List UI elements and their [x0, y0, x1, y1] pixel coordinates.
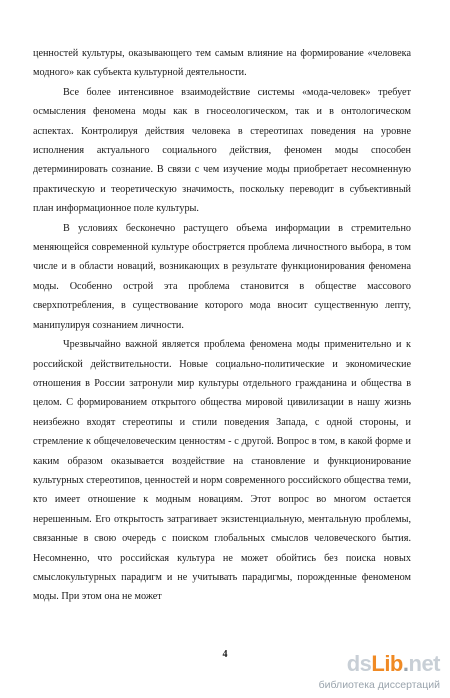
- dslib-logo[interactable]: [347, 650, 440, 678]
- paragraph-2: Все более интенсивное взаимодействие системы «мода-человек» требует осмысления феномена моды как в гносеологическом, так и в онтологическом аспектах. Контролируя действия человека в стереотипах поведения на уровне исполнения актуального социального действия, феномен моды способен детерминировать сознание. В связи с чем изучение моды приобретает несомненную практическую и теоретическую значимость, поскольку переводит в субъективный план информационное поле культуры.: [33, 86, 411, 215]
- logo-dot: .: [402, 651, 409, 676]
- logo-net: net: [408, 651, 440, 676]
- watermark-caption: библиотека диссертаций: [318, 679, 440, 691]
- logo-ds: ds: [346, 651, 372, 676]
- paragraph-4: Чрезвычайно важной является проблема феномена моды применительно и к российской действительности. Новые социально-политические и экономические отношения в России затронули мир культуры отдельного гражданина и общества в целом. С формированием открытого общества мировой цивилизации в нашу жизнь неизбежно входят стереотипы и стили поведения Запада, с одной стороны, и стремление к общечеловеческим ценностям - с другой. Вопрос в том, в какой форме и каким образом оказывается воздействие на становление и функционирование культурных стереотипов, ценностей и норм современного российского общества теми, кто имеет отношение к модным новациям. Этот вопрос во многом остается нерешенным. Его открытость затрагивает экзистенциальную, ментальную проблемы, связанные в свою очередь с поиском глобальных смыслов человеческого бытия. Несомненно, что российская культура не может обойтись без поиска новых смыслокультурных парадигм и не учитывать парадигмы, порожденные феноменом моды. При этом она не может: [33, 339, 411, 603]
- paragraph-1: ценностей культуры, оказывающего тем самым влияние на формирование «человека модного» как субъекта культурной деятельности.: [33, 48, 411, 79]
- dslib-watermark[interactable]: [290, 650, 440, 694]
- page-number: 4: [222, 649, 228, 660]
- paragraph-3: В условиях бесконечно растущего объема информации в стремительно меняющейся современной культуре обостряется проблема личностного выбора, в том числе и в области новаций, возникающих в результате функционирования феномена моды. Особенно острой эта проблема становится в обществе массового сверхпотребления, в существование которого мода вносит существенную лепту, манипулируя сознанием личности.: [33, 222, 411, 331]
- logo-lib: Lib: [371, 651, 403, 676]
- body-text: [33, 44, 411, 607]
